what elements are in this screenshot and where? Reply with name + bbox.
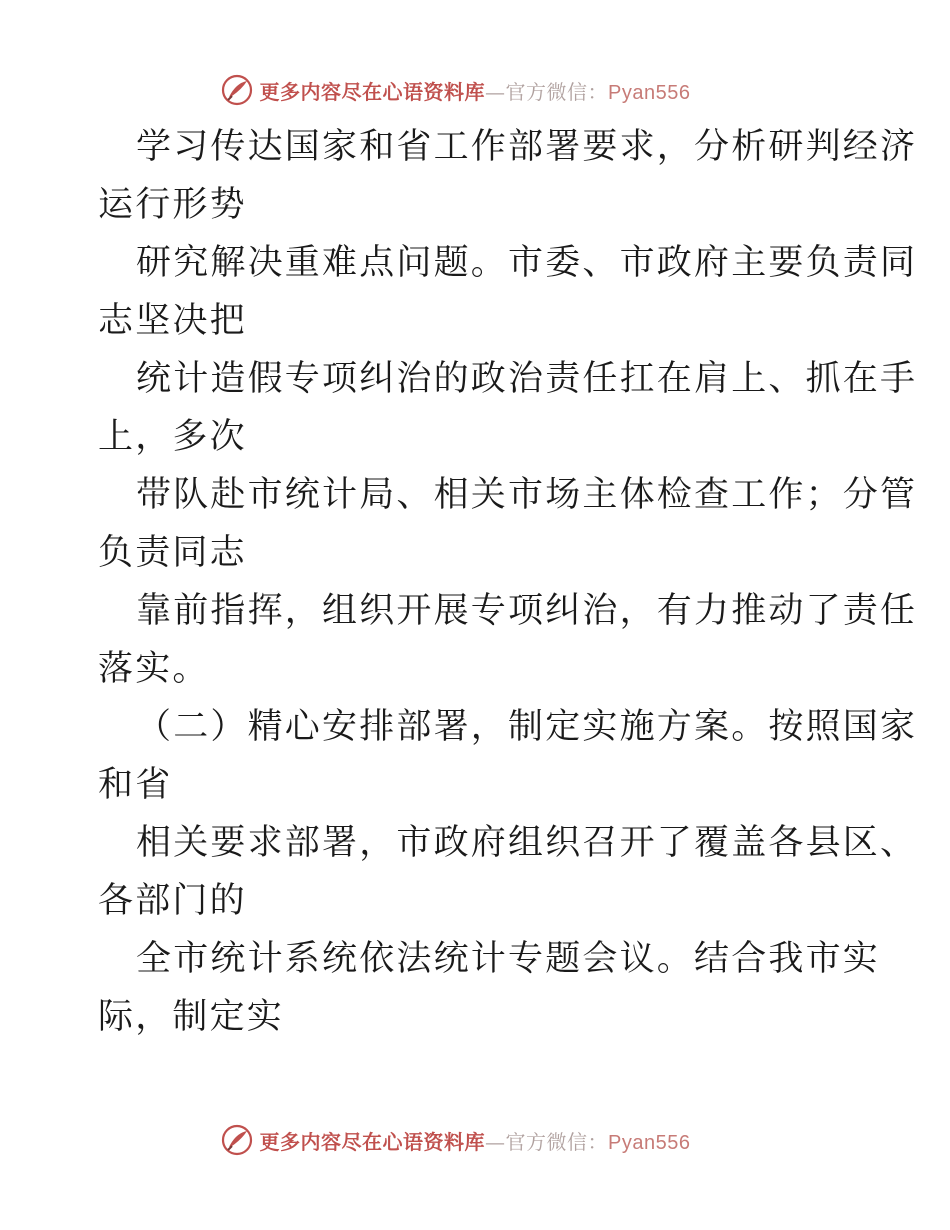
- paragraph-continuation-line: 和省: [98, 765, 173, 805]
- pen-logo-icon: [220, 73, 254, 107]
- paragraph-line: （二）精心安排部署，制定实施方案。按照国家: [136, 707, 918, 747]
- paragraph-continuation-line: 运行形势: [98, 185, 247, 225]
- footer-watermark: [0, 1120, 950, 1160]
- paragraph-continuation-line: 志坚决把: [98, 301, 247, 341]
- paragraph-continuation-line: 落实。: [98, 649, 210, 689]
- paragraph-line: 统计造假专项纠治的政治责任扛在肩上、抓在手: [136, 359, 918, 399]
- paragraph-line: 靠前指挥，组织开展专项纠治，有力推动了责任: [136, 591, 918, 631]
- watermark-brand: 更多内容尽在心语资料库: [259, 1129, 486, 1154]
- paragraph-continuation-line: 上，多次: [98, 417, 247, 457]
- watermark-label: 官方微信：: [505, 79, 609, 104]
- paragraph-line: 全市统计系统依法统计专题会议。结合我市实: [136, 939, 881, 979]
- watermark-label: 官方微信：: [505, 1129, 609, 1154]
- watermark-text: [260, 1126, 691, 1155]
- paragraph-line: 带队赴市统计局、相关市场主体检查工作；分管: [136, 475, 918, 515]
- watermark-id: Pyan556: [608, 81, 691, 104]
- header-watermark: [0, 70, 950, 110]
- paragraph-continuation-line: 际，制定实: [98, 997, 285, 1037]
- watermark-brand: 更多内容尽在心语资料库: [259, 79, 486, 104]
- paragraph-line: 研究解决重难点问题。市委、市政府主要负责同: [136, 243, 918, 283]
- document-body: [98, 118, 918, 1046]
- paragraph-line: 相关要求部署，市政府组织召开了覆盖各县区、: [136, 823, 918, 863]
- watermark-id: Pyan556: [608, 1131, 691, 1154]
- watermark-dash: —: [485, 79, 506, 104]
- paragraph-continuation-line: 各部门的: [98, 881, 247, 921]
- paragraph-line: 学习传达国家和省工作部署要求，分析研判经济: [136, 127, 918, 167]
- watermark-text: [260, 76, 691, 105]
- paragraph-continuation-line: 负责同志: [98, 533, 247, 573]
- pen-logo-icon: [220, 1123, 254, 1157]
- watermark-dash: —: [485, 1129, 506, 1154]
